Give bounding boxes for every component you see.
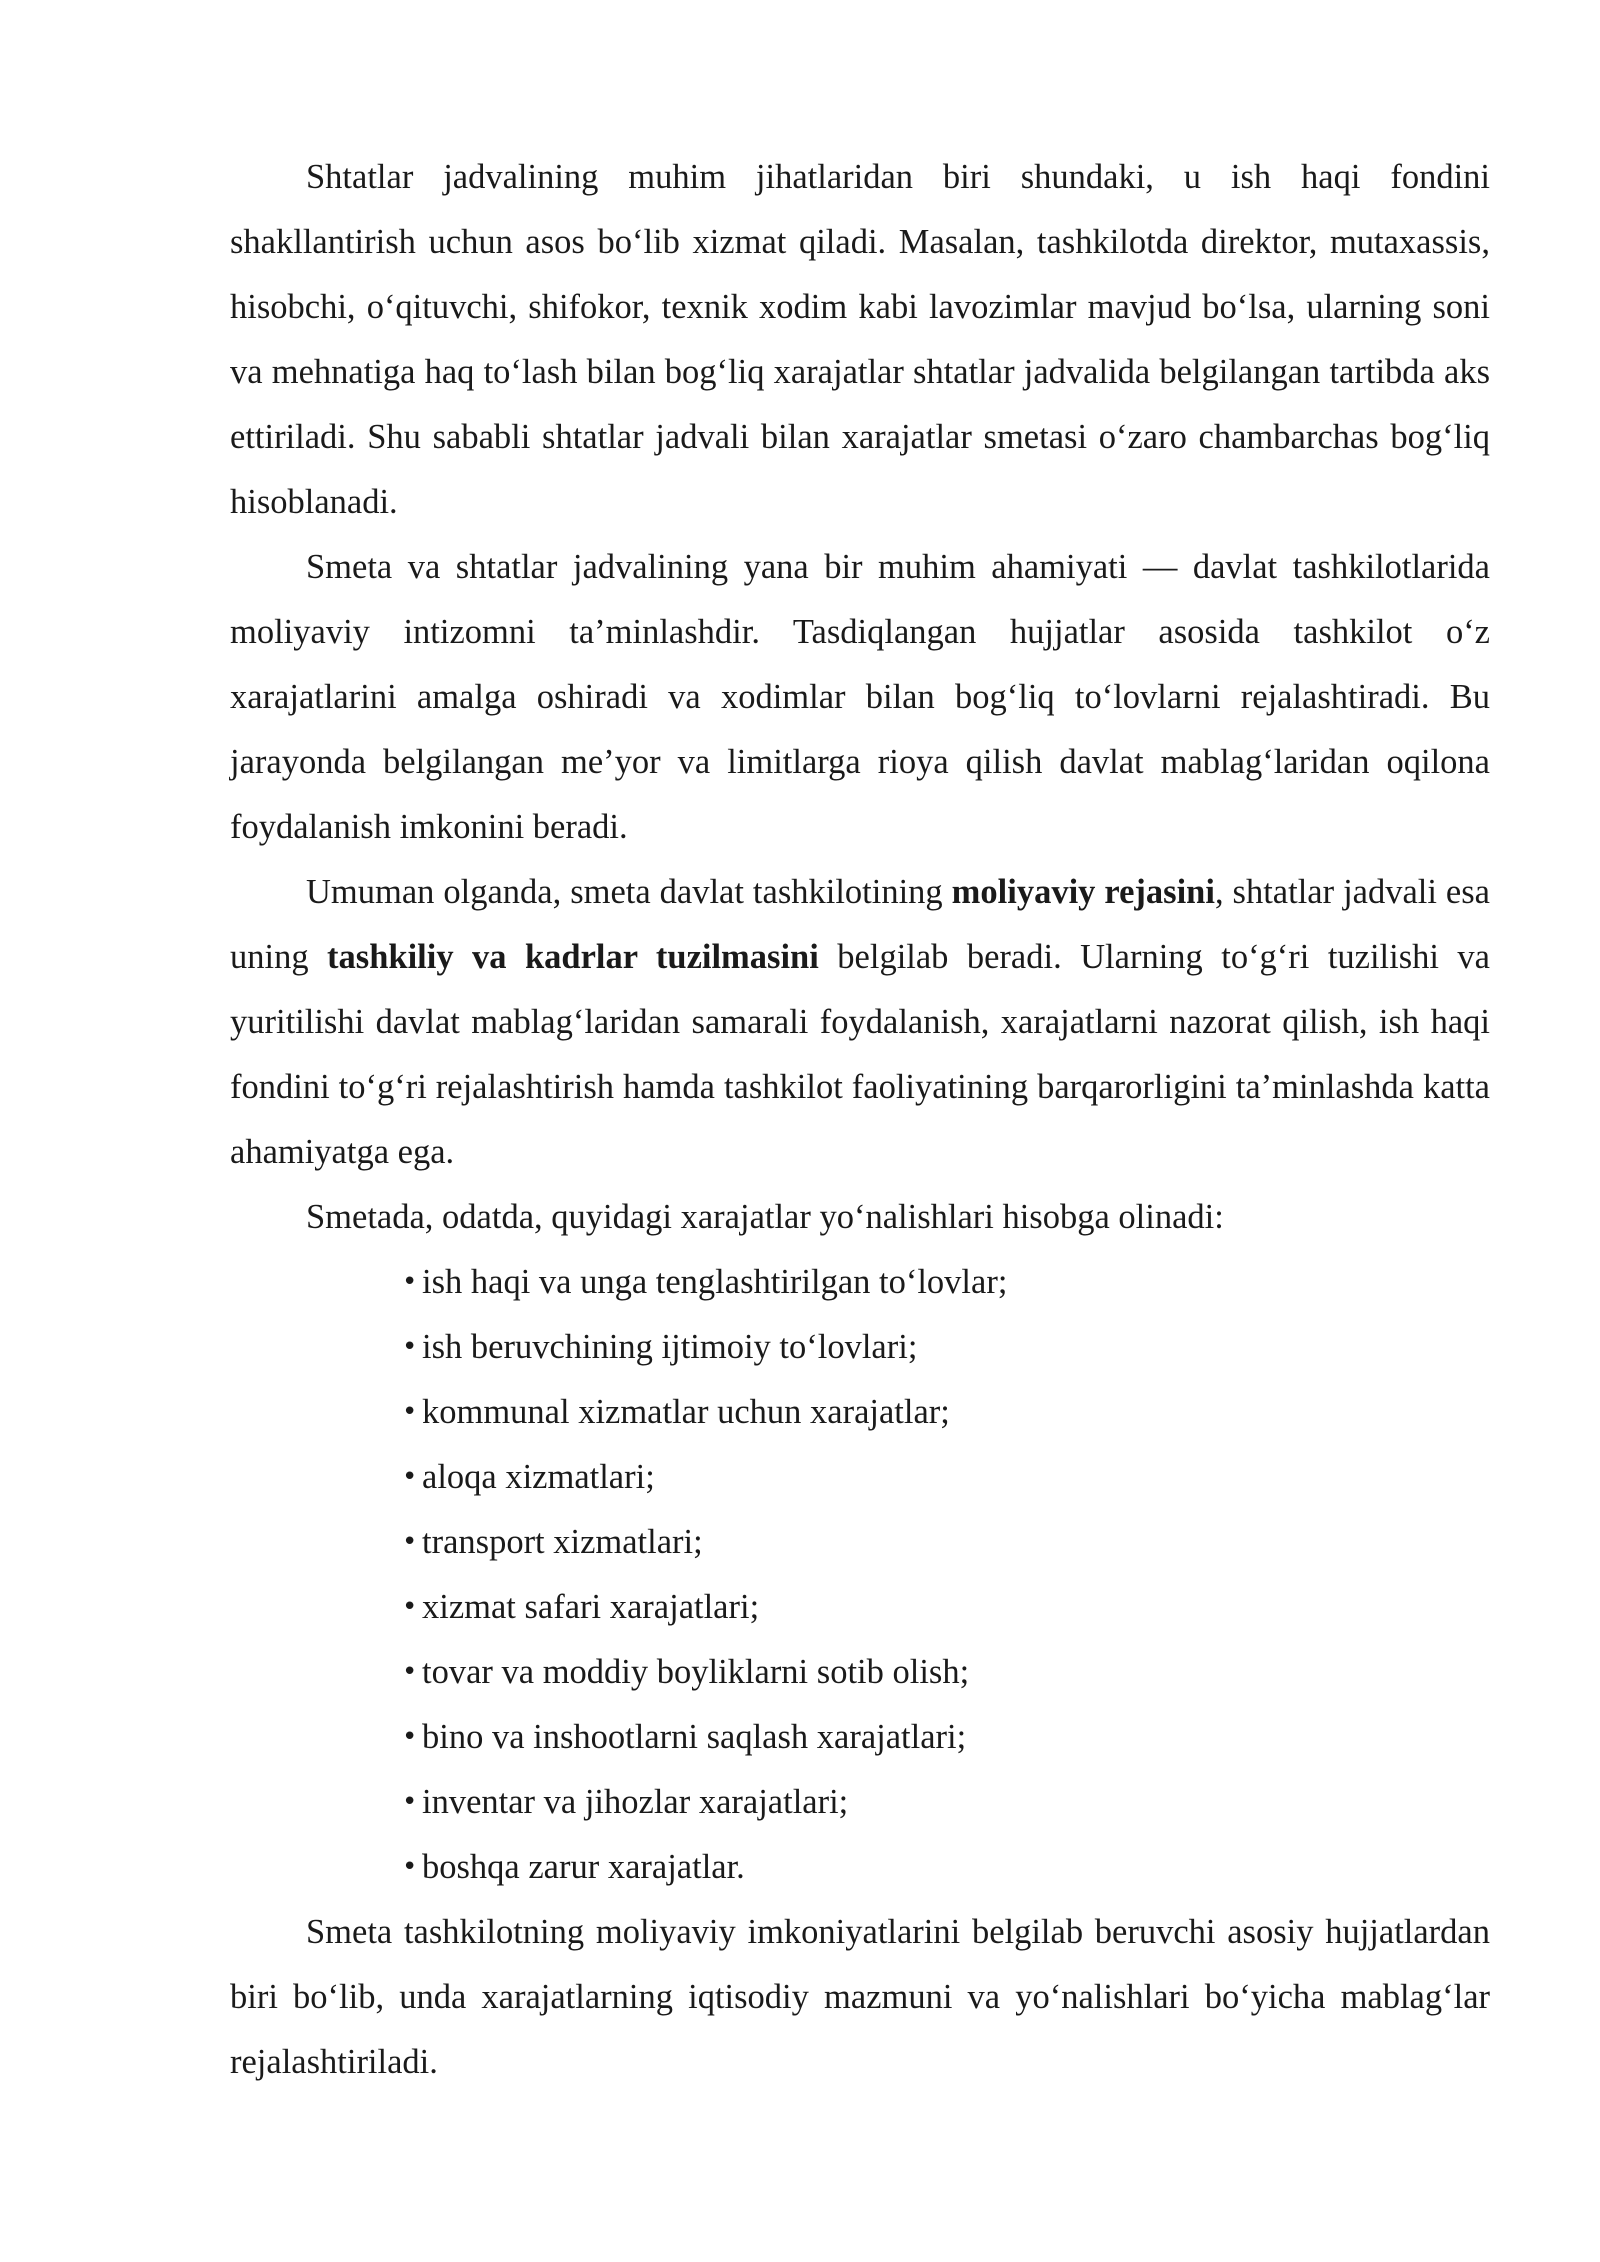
list-item-text: xizmat safari xarajatlari;	[422, 1588, 760, 1626]
list-item-text: ish haqi va unga tenglashtirilgan to‘lovlar;	[422, 1263, 1008, 1301]
list-item-text: bino va inshootlarni saqlash xarajatlari;	[422, 1718, 967, 1756]
paragraph-umuman-olganda	[230, 860, 1490, 1185]
list-item	[402, 1510, 1490, 1575]
bullet-icon: •	[402, 1592, 418, 1622]
list-item	[402, 1575, 1490, 1640]
list-item	[402, 1250, 1490, 1315]
bullet-icon: •	[402, 1787, 418, 1817]
list-item	[402, 1380, 1490, 1445]
list-item-text: tovar va moddiy boyliklarni sotib olish;	[422, 1653, 970, 1691]
paragraph-list-intro: Smetada, odatda, quyidagi xarajatlar yo‘nalishlari hisobga olinadi:	[306, 1198, 1224, 1236]
bullet-icon: •	[402, 1722, 418, 1752]
bullet-icon: •	[402, 1527, 418, 1557]
bullet-icon: •	[402, 1657, 418, 1687]
list-item	[402, 1770, 1490, 1835]
list-item-text: kommunal xizmatlar uchun xarajatlar;	[422, 1393, 950, 1431]
list-item	[402, 1835, 1490, 1900]
paragraph-moliyaviy-intizom: Smeta va shtatlar jadvalining yana bir muhim ahamiyati — davlat tashkilotlarida moliyaviy intizomni ta’minlashdir. Tasdiqlangan hujjatlar asosida tashkilot o‘z xarajatlarini amalga oshiradi va xodimlar bilan bog‘liq to‘lovlarni rejalashtiradi. Bu jarayonda belgilangan me’yor va limitlarga rioya qilish davlat mablag‘laridan oqilona foydalanish imkonini beradi.	[230, 548, 1490, 846]
bullet-icon: •	[402, 1397, 418, 1427]
text-segment: belgilab beradi. Ularning to‘g‘ri tuzilishi va yuritilishi davlat mablag‘laridan samarali foydalanish, xarajatlarni nazorat qilish, ish haqi fondini to‘g‘ri rejalashtirish hamda tashkilot faoliyatining barqarorligini ta’minlashda katta ahamiyatga ega.	[230, 938, 1490, 1171]
list-item	[402, 1445, 1490, 1510]
list-item-text: boshqa zarur xarajatlar.	[422, 1848, 745, 1886]
bold-term-moliyaviy-rejasini: moliyaviy rejasini	[951, 873, 1215, 911]
bullet-icon: •	[402, 1852, 418, 1882]
bullet-icon: •	[402, 1267, 418, 1297]
bold-term-tashkiliy-tuzilma: tashkiliy va kadrlar tuzilmasini	[327, 938, 819, 976]
text-segment: Umuman olganda, smeta davlat tashkilotining	[306, 873, 952, 911]
list-item-text: aloqa xizmatlari;	[422, 1458, 655, 1496]
paragraph-shtatlar-jadvali: Shtatlar jadvalining muhim jihatlaridan biri shundaki, u ish haqi fondini shakllantirish uchun asos bo‘lib xizmat qiladi. Masalan, tashkilotda direktor, mutaxassis, hisobchi, o‘qituvchi, shifokor, texnik xodim kabi lavozimlar mavjud bo‘lsa, ularning soni va mehnatiga haq to‘lash bilan bog‘liq xarajatlar shtatlar jadvalida belgilangan tartibda aks ettiriladi. Shu sababli shtatlar jadvali bilan xarajatlar smetasi o‘zaro chambarchas bog‘liq hisoblanadi.	[230, 158, 1490, 521]
list-item-text: ish beruvchining ijtimoiy to‘lovlari;	[422, 1328, 918, 1366]
paragraph-smeta-hujjat: Smeta tashkilotning moliyaviy imkoniyatlarini belgilab beruvchi asosiy hujjatlardan biri bo‘lib, unda xarajatlarning iqtisodiy mazmuni va yo‘nalishlari bo‘yicha mablag‘lar rejalashtiriladi.	[230, 1913, 1490, 2081]
list-item-text: inventar va jihozlar xarajatlari;	[422, 1783, 849, 1821]
bullet-icon: •	[402, 1332, 418, 1362]
list-item-text: transport xizmatlari;	[422, 1523, 703, 1561]
document-page	[230, 145, 1490, 2095]
list-item	[402, 1705, 1490, 1770]
expense-list	[230, 1250, 1490, 1900]
list-item	[402, 1640, 1490, 1705]
bullet-icon: •	[402, 1462, 418, 1492]
text-segment: , shtatlar jadvali esa uning	[230, 873, 1490, 976]
list-item	[402, 1315, 1490, 1380]
